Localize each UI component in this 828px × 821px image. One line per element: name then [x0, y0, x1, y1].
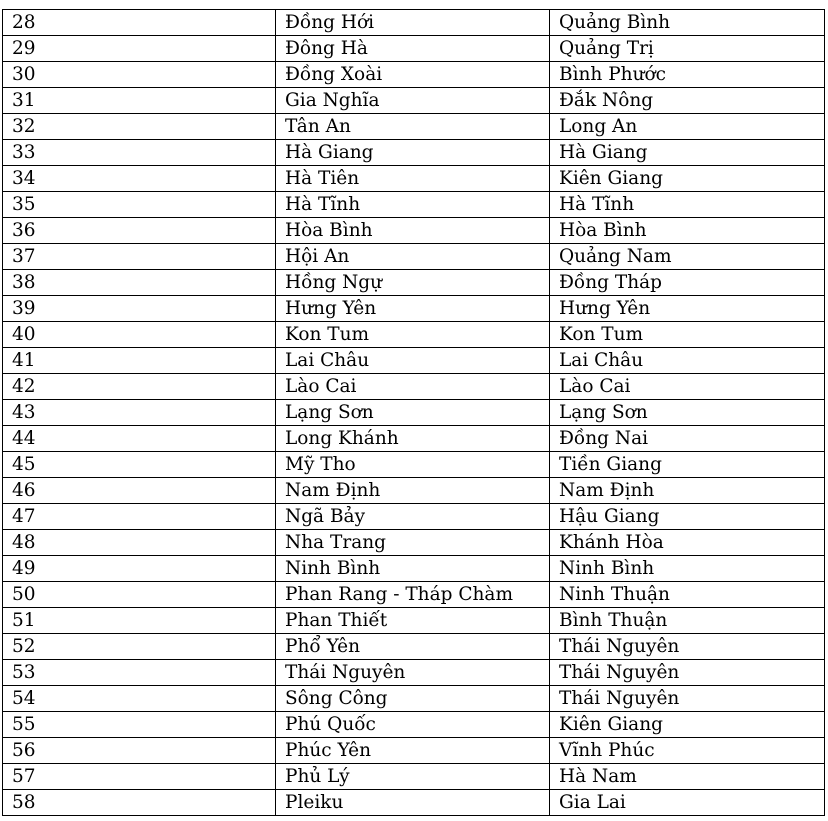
province-cell: Ninh Thuận	[550, 582, 825, 608]
province-cell: Hậu Giang	[550, 504, 825, 530]
table-row	[3, 62, 825, 88]
table-row	[3, 322, 825, 348]
city-cell: Đông Hà	[276, 36, 550, 62]
province-cell: Tiền Giang	[550, 452, 825, 478]
table-row	[3, 738, 825, 764]
province-cell: Quảng Nam	[550, 244, 825, 270]
province-cell: Vĩnh Phúc	[550, 738, 825, 764]
city-cell: Pleiku	[276, 790, 550, 816]
city-cell: Nha Trang	[276, 530, 550, 556]
city-cell: Hà Giang	[276, 140, 550, 166]
province-cell: Hà Nam	[550, 764, 825, 790]
city-cell: Hà Tiên	[276, 166, 550, 192]
table-row	[3, 192, 825, 218]
table-row	[3, 348, 825, 374]
province-cell: Ninh Bình	[550, 556, 825, 582]
table-row	[3, 374, 825, 400]
table-row	[3, 36, 825, 62]
city-cell: Mỹ Tho	[276, 452, 550, 478]
row-number-cell: 52	[3, 634, 276, 660]
table-row	[3, 504, 825, 530]
city-cell: Hòa Bình	[276, 218, 550, 244]
city-cell: Kon Tum	[276, 322, 550, 348]
province-cell: Lạng Sơn	[550, 400, 825, 426]
row-number-cell: 29	[3, 36, 276, 62]
city-province-table	[2, 9, 825, 816]
city-cell: Lai Châu	[276, 348, 550, 374]
table-row	[3, 530, 825, 556]
row-number-cell: 55	[3, 712, 276, 738]
row-number-cell: 42	[3, 374, 276, 400]
row-number-cell: 56	[3, 738, 276, 764]
row-number-cell: 40	[3, 322, 276, 348]
row-number-cell: 33	[3, 140, 276, 166]
table-row	[3, 764, 825, 790]
province-cell: Bình Phước	[550, 62, 825, 88]
row-number-cell: 58	[3, 790, 276, 816]
table-row	[3, 582, 825, 608]
row-number-cell: 39	[3, 296, 276, 322]
city-cell: Hưng Yên	[276, 296, 550, 322]
city-cell: Phú Quốc	[276, 712, 550, 738]
table-row	[3, 296, 825, 322]
city-cell: Phan Rang - Tháp Chàm	[276, 582, 550, 608]
city-cell: Phủ Lý	[276, 764, 550, 790]
province-cell: Hà Tĩnh	[550, 192, 825, 218]
row-number-cell: 57	[3, 764, 276, 790]
row-number-cell: 30	[3, 62, 276, 88]
table-row	[3, 660, 825, 686]
table-row	[3, 608, 825, 634]
row-number-cell: 51	[3, 608, 276, 634]
table-row	[3, 426, 825, 452]
city-cell: Phan Thiết	[276, 608, 550, 634]
city-cell: Lạng Sơn	[276, 400, 550, 426]
province-cell: Kiên Giang	[550, 166, 825, 192]
province-cell: Thái Nguyên	[550, 660, 825, 686]
province-cell: Đồng Nai	[550, 426, 825, 452]
row-number-cell: 45	[3, 452, 276, 478]
row-number-cell: 46	[3, 478, 276, 504]
city-cell: Hồng Ngự	[276, 270, 550, 296]
row-number-cell: 50	[3, 582, 276, 608]
table-row	[3, 218, 825, 244]
city-cell: Nam Định	[276, 478, 550, 504]
province-cell: Lai Châu	[550, 348, 825, 374]
row-number-cell: 49	[3, 556, 276, 582]
province-cell: Kiên Giang	[550, 712, 825, 738]
table-row	[3, 634, 825, 660]
city-cell: Thái Nguyên	[276, 660, 550, 686]
table-row	[3, 166, 825, 192]
row-number-cell: 34	[3, 166, 276, 192]
city-table-container	[2, 9, 824, 816]
table-row	[3, 686, 825, 712]
city-cell: Ngã Bảy	[276, 504, 550, 530]
province-cell: Thái Nguyên	[550, 686, 825, 712]
table-row	[3, 556, 825, 582]
row-number-cell: 37	[3, 244, 276, 270]
province-cell: Quảng Trị	[550, 36, 825, 62]
table-row	[3, 712, 825, 738]
table-row	[3, 88, 825, 114]
province-cell: Hưng Yên	[550, 296, 825, 322]
row-number-cell: 41	[3, 348, 276, 374]
city-cell: Lào Cai	[276, 374, 550, 400]
table-row	[3, 10, 825, 36]
table-row	[3, 478, 825, 504]
row-number-cell: 53	[3, 660, 276, 686]
table-row	[3, 790, 825, 816]
province-cell: Hòa Bình	[550, 218, 825, 244]
city-cell: Phổ Yên	[276, 634, 550, 660]
row-number-cell: 48	[3, 530, 276, 556]
city-cell: Ninh Bình	[276, 556, 550, 582]
row-number-cell: 31	[3, 88, 276, 114]
table-row	[3, 140, 825, 166]
row-number-cell: 28	[3, 10, 276, 36]
row-number-cell: 54	[3, 686, 276, 712]
province-cell: Gia Lai	[550, 790, 825, 816]
province-cell: Nam Định	[550, 478, 825, 504]
province-cell: Thái Nguyên	[550, 634, 825, 660]
table-row	[3, 452, 825, 478]
city-cell: Đồng Xoài	[276, 62, 550, 88]
row-number-cell: 36	[3, 218, 276, 244]
city-cell: Đồng Hới	[276, 10, 550, 36]
table-row	[3, 270, 825, 296]
province-cell: Quảng Bình	[550, 10, 825, 36]
table-body	[3, 10, 825, 816]
province-cell: Hà Giang	[550, 140, 825, 166]
city-cell: Hội An	[276, 244, 550, 270]
row-number-cell: 32	[3, 114, 276, 140]
city-cell: Hà Tĩnh	[276, 192, 550, 218]
province-cell: Kon Tum	[550, 322, 825, 348]
row-number-cell: 43	[3, 400, 276, 426]
city-cell: Gia Nghĩa	[276, 88, 550, 114]
city-cell: Long Khánh	[276, 426, 550, 452]
table-row	[3, 400, 825, 426]
table-row	[3, 114, 825, 140]
city-cell: Tân An	[276, 114, 550, 140]
city-cell: Sông Công	[276, 686, 550, 712]
row-number-cell: 44	[3, 426, 276, 452]
province-cell: Đắk Nông	[550, 88, 825, 114]
row-number-cell: 35	[3, 192, 276, 218]
table-row	[3, 244, 825, 270]
row-number-cell: 38	[3, 270, 276, 296]
province-cell: Đồng Tháp	[550, 270, 825, 296]
province-cell: Khánh Hòa	[550, 530, 825, 556]
province-cell: Lào Cai	[550, 374, 825, 400]
row-number-cell: 47	[3, 504, 276, 530]
province-cell: Bình Thuận	[550, 608, 825, 634]
city-cell: Phúc Yên	[276, 738, 550, 764]
province-cell: Long An	[550, 114, 825, 140]
